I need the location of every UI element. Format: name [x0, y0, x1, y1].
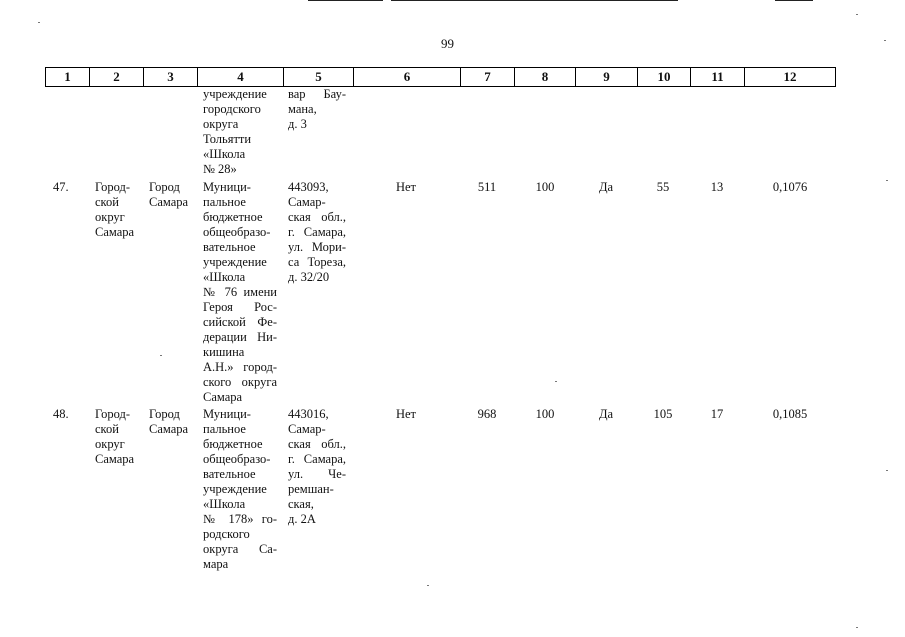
text-line: Город [149, 180, 180, 194]
top-rule-middle [391, 0, 678, 1]
row-48-col12: 0,1085 [772, 407, 808, 421]
text-line: вар Бау- [288, 87, 346, 101]
text-line: бюджетное [203, 437, 263, 451]
text-line: г. Самара, [288, 225, 346, 239]
header-cell-12: 12 [783, 69, 797, 84]
text-line: округ [95, 210, 125, 224]
header-cell-7: 7 [461, 68, 515, 86]
text-line: учреждение [203, 255, 267, 269]
text-line: № 28» [203, 162, 237, 176]
text-line: городского [203, 102, 261, 116]
text-line: Самар- [288, 422, 326, 436]
text-line: Муници- [203, 180, 251, 194]
header-cell-8: 8 [515, 68, 576, 86]
text-line: Самара [95, 452, 135, 466]
row-48-number: 48. [53, 407, 69, 421]
text-line: Самара [149, 422, 189, 436]
text-line: са Тореза, [288, 255, 346, 269]
header-cell-1: 1 [46, 68, 90, 86]
scan-speck [160, 355, 162, 356]
header-cell-3: 3 [144, 68, 198, 86]
row-47-col6: Нет [395, 180, 417, 194]
text-line: Тольятти [203, 132, 252, 146]
scan-speck [886, 470, 888, 471]
text-line: № 76 имени [203, 285, 277, 299]
table-header-row [45, 67, 836, 87]
text-line: округа Са- [203, 542, 277, 556]
text-line: общеобразо- [203, 452, 271, 466]
header-cell-9: 9 [576, 68, 638, 86]
row-48-address [288, 407, 346, 527]
scan-speck [884, 40, 886, 41]
text-line: вательное [203, 467, 256, 481]
row-47-col9: Да [598, 180, 614, 194]
header-cell-6: 6 [354, 68, 461, 86]
scan-speck [555, 381, 557, 382]
row-48-col10: 105 [653, 407, 673, 421]
row-47-number: 47. [53, 180, 69, 194]
continued-institution-name [203, 87, 277, 177]
scan-speck [856, 14, 858, 15]
text-line: вательное [203, 240, 256, 254]
text-line: дерации Ни- [203, 330, 277, 344]
scan-speck [427, 585, 429, 586]
text-line: сийской Фе- [203, 315, 277, 329]
page-number: 99 [441, 36, 454, 51]
row-47-col8: 100 [535, 180, 555, 194]
text-line: общеобразо- [203, 225, 271, 239]
scan-speck [886, 180, 888, 181]
row-47-district [95, 180, 134, 240]
scan-speck [856, 627, 858, 628]
header-cell-5: 5 [284, 68, 354, 86]
text-line: ул. Че- [288, 467, 346, 481]
row-48-district [95, 407, 134, 467]
top-rule-left [308, 0, 383, 1]
header-cell-10: 10 [638, 68, 691, 86]
text-line: пальное [203, 195, 246, 209]
text-line: Муници- [203, 407, 251, 421]
text-line: Самара [95, 225, 135, 239]
row-47-institution-name [203, 180, 277, 405]
row-48-col6: Нет [395, 407, 417, 421]
text-line: учреждение [203, 87, 267, 101]
text-line: Город [149, 407, 180, 421]
row-47-col11: 13 [710, 180, 724, 194]
text-line: пальное [203, 422, 246, 436]
text-line: кишина [203, 345, 245, 359]
text-line: ская, [288, 497, 314, 511]
text-line: «Школа [203, 497, 246, 511]
row-48-institution-name [203, 407, 277, 572]
row-47-col7: 511 [477, 180, 497, 194]
header-cell-4: 4 [198, 68, 284, 86]
row-48-city [149, 407, 188, 437]
text-line: 443016, [288, 407, 329, 421]
text-line: Самара [149, 195, 189, 209]
text-line: «Школа [203, 147, 246, 161]
text-line: Город- [95, 180, 131, 194]
text-line: учреждение [203, 482, 267, 496]
text-line: «Школа [203, 270, 246, 284]
scan-speck [38, 22, 40, 23]
text-line: Героя Рос- [203, 300, 277, 314]
header-cell-11: 11 [691, 68, 745, 86]
text-line: родского [203, 527, 250, 541]
text-line: Самар- [288, 195, 326, 209]
row-48-col8: 100 [535, 407, 555, 421]
row-48-col11: 17 [710, 407, 724, 421]
text-line: г. Самара, [288, 452, 346, 466]
text-line: бюджетное [203, 210, 263, 224]
text-line: округ [95, 437, 125, 451]
text-line: д. 2А [288, 512, 316, 526]
text-line: мара [203, 557, 229, 571]
text-line: д. 3 [288, 117, 307, 131]
text-line: 443093, [288, 180, 329, 194]
text-line: ской [95, 422, 119, 436]
text-line: ской [95, 195, 119, 209]
row-48-col9: Да [598, 407, 614, 421]
text-line: ская обл., [288, 210, 346, 224]
row-47-col10: 55 [656, 180, 670, 194]
text-line: округа [203, 117, 239, 131]
text-line: А.Н.» город- [203, 360, 277, 374]
text-line: № 178» го- [203, 512, 277, 526]
row-47-city [149, 180, 188, 210]
top-rule-right [775, 0, 813, 1]
text-line: Самара [203, 390, 243, 404]
text-line: Город- [95, 407, 131, 421]
text-line: ремшан- [288, 482, 334, 496]
text-line: ского округа [203, 375, 277, 389]
text-line: д. 32/20 [288, 270, 330, 284]
text-line: ул. Мори- [288, 240, 346, 254]
row-47-address [288, 180, 346, 285]
continued-address [288, 87, 346, 132]
header-cell-2: 2 [90, 68, 144, 86]
row-48-col7: 968 [477, 407, 497, 421]
text-line: ская обл., [288, 437, 346, 451]
text-line: мана, [288, 102, 317, 116]
row-47-col12: 0,1076 [772, 180, 808, 194]
